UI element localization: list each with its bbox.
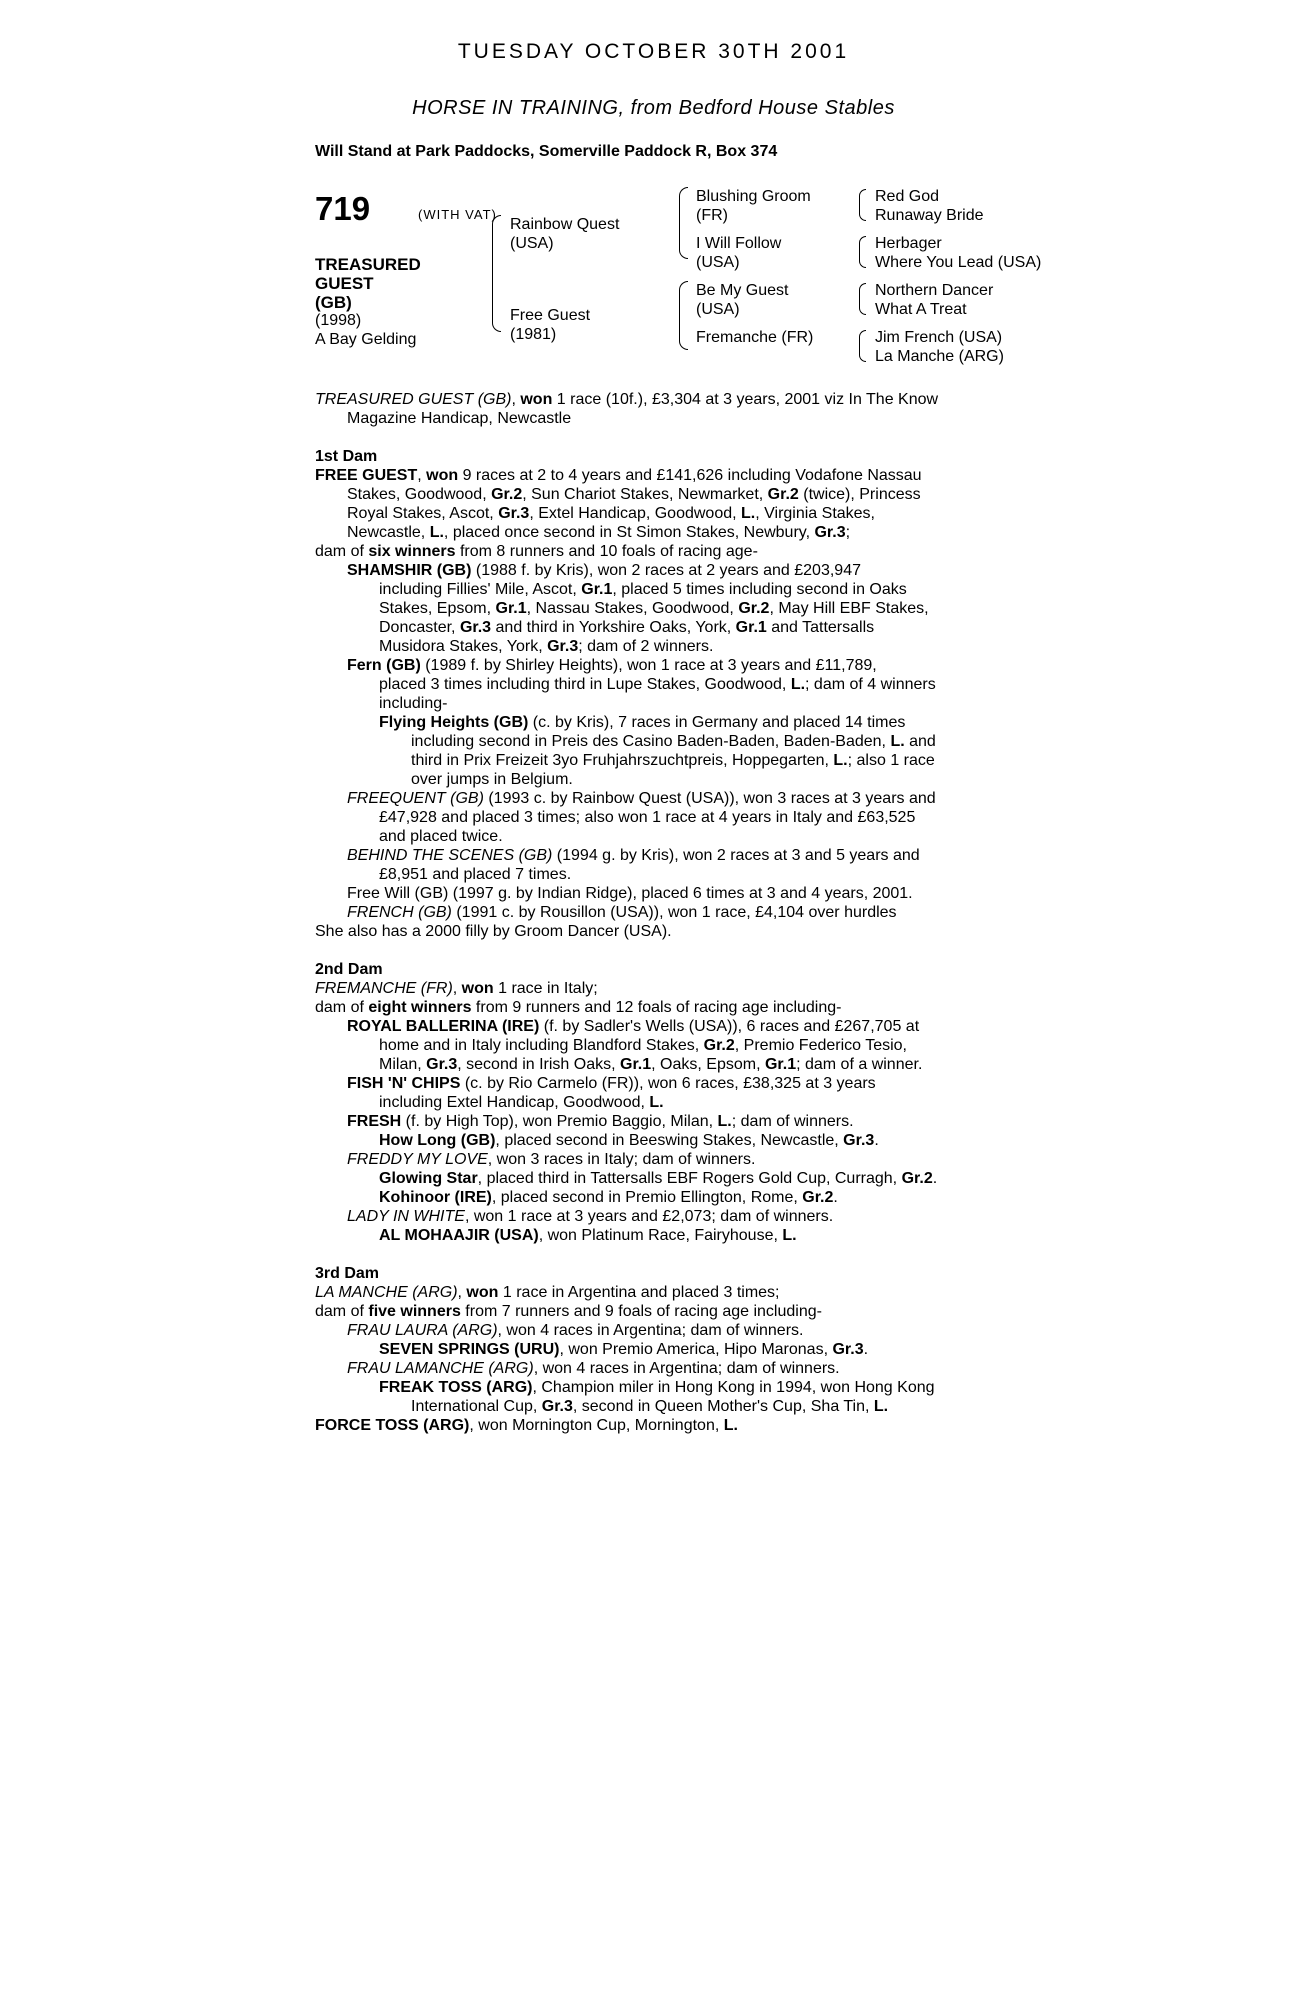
horse-subtitle: HORSE IN TRAINING, from Bedford House Stables: [412, 97, 895, 119]
pedigree-ss-parents: [875, 187, 984, 225]
produce-force-toss: FORCE TOSS (ARG), won Mornington Cup, Mornington, L.: [315, 1417, 738, 1434]
sire-name: Rainbow Quest: [510, 216, 620, 233]
produce-behind-the-scenes: BEHIND THE SCENES (GB) (1994 g. by Kris), won 2 races at 3 and 5 years and £8,951 and placed 7 times.: [347, 847, 920, 883]
produce-lady-in-white: LADY IN WHITE, won 1 race at 3 years and £2,073; dam of winners.: [347, 1208, 834, 1225]
second-dam-record: FREMANCHE (FR), won 1 race in Italy;: [315, 980, 598, 997]
pedigree-bracket-2a: [679, 187, 688, 259]
first-dam-record: FREE GUEST, won 9 races at 2 to 4 years and £141,626 including Vodafone Nassau Stakes, Goodwood, Gr.2, Sun Chariot Stakes, Newmarket, Gr.2 (twice), Princess Royal Stakes, Ascot, Gr.3, Extel Handicap, Goodwood, L., Virginia Stakes, Newcastle, L., placed once second in St Simon Stakes, Newbury, Gr.3;: [315, 467, 922, 541]
sds-name: Herbager: [875, 235, 942, 252]
horse-name-line3: (GB): [315, 293, 352, 312]
ss-name: Blushing Groom: [696, 188, 811, 205]
stand-location: Will Stand at Park Paddocks, Somerville Paddock R, Box 374: [315, 143, 778, 160]
ssd-name: Runaway Bride: [875, 207, 984, 224]
produce-freak-toss: FREAK TOSS (ARG), Champion miler in Hong Kong in 1994, won Hong Kong International Cup, Gr.3, second in Queen Mother's Cup, Sha Tin, L.: [379, 1379, 935, 1415]
third-dam-record: LA MANCHE (ARG), won 1 race in Argentina and placed 3 times;: [315, 1284, 780, 1301]
pedigree-sd: [696, 234, 781, 272]
third-dam-heading: 3rd Dam: [315, 1265, 380, 1282]
pedigree-dd: [696, 328, 813, 347]
produce-freequent: FREEQUENT (GB) (1993 c. by Rainbow Quest (USA)), won 3 races at 3 years and £47,928 and placed 3 times; also won 1 race at 4 years in Italy and £63,525 and placed twice.: [347, 790, 936, 845]
dss-name: Northern Dancer: [875, 282, 994, 299]
lot-number: 719: [315, 190, 371, 227]
second-dam-produce-summary: dam of eight winners from 9 runners and 12 foals of racing age including-: [315, 999, 842, 1016]
horse-description: A Bay Gelding: [315, 331, 417, 348]
produce-kohinoor: Kohinoor (IRE), placed second in Premio Ellington, Rome, Gr.2.: [379, 1189, 838, 1206]
produce-al-mohaajir: AL MOHAAJIR (USA), won Platinum Race, Fairyhouse, L.: [379, 1227, 797, 1244]
pedigree-bracket-1: [492, 215, 501, 332]
pedigree-sd-parents: [875, 234, 1041, 272]
horse-name-line1: TREASURED: [315, 255, 421, 274]
foaling-year: (1998): [315, 312, 362, 329]
produce-royal-ballerina: ROYAL BALLERINA (IRE) (f. by Sadler's Wells (USA)), 6 races and £267,705 at home and in Italy including Blandford Stakes, Gr.2, Premio Federico Tesio, Milan, Gr.3, second in Irish Oaks, Gr.1, Oaks, Epsom, Gr.1; dam of a winner.: [347, 1018, 923, 1073]
pedigree-ss: [696, 187, 811, 225]
produce-french: FRENCH (GB) (1991 c. by Rousillon (USA)), won 1 race, £4,104 over hurdles: [347, 904, 897, 921]
race-record: TREASURED GUEST (GB), won 1 race (10f.), £3,304 at 3 years, 2001 viz In The Know Magazine Handicap, Newcastle: [315, 391, 939, 427]
produce-seven-springs: SEVEN SPRINGS (URU), won Premio America, Hipo Maronas, Gr.3.: [379, 1341, 869, 1358]
second-dam-heading: 2nd Dam: [315, 961, 383, 978]
produce-fresh: FRESH (f. by High Top), won Premio Baggio, Milan, L.; dam of winners.: [347, 1113, 854, 1130]
pedigree-bracket-3d: [859, 330, 866, 362]
third-dam-produce-summary: dam of five winners from 7 runners and 9 foals of racing age including-: [315, 1303, 822, 1320]
pedigree-bracket-3c: [859, 283, 866, 315]
produce-flying-heights: Flying Heights (GB) (c. by Kris), 7 races in Germany and placed 14 times including second in Preis des Casino Baden-Baden, Baden-Baden, L. and third in Prix Freizeit 3yo Fruhjahrszuchtpreis, Hoppegarten, L.; also 1 race over jumps in Belgium.: [379, 714, 936, 788]
pedigree-ds: [696, 281, 788, 319]
pedigree-sire: [510, 215, 619, 253]
produce-frau-lamanche: FRAU LAMANCHE (ARG), won 4 races in Argentina; dam of winners.: [347, 1360, 840, 1377]
dd-name: Fremanche (FR): [696, 329, 814, 346]
produce-how-long: How Long (GB), placed second in Beeswing Stakes, Newcastle, Gr.3.: [379, 1132, 879, 1149]
dds-name: Jim French (USA): [875, 329, 1003, 346]
ds-name: Be My Guest: [696, 282, 789, 299]
catalogue-body: [315, 390, 1000, 1435]
pedigree-bracket-3a: [859, 189, 866, 221]
produce-free-will: Free Will (GB) (1997 g. by Indian Ridge), placed 6 times at 3 and 4 years, 2001.: [347, 885, 913, 902]
sdd-name: Where You Lead (USA): [875, 254, 1042, 271]
pedigree-bracket-3b: [859, 236, 866, 268]
pedigree-ds-parents: [875, 281, 993, 319]
produce-note: She also has a 2000 filly by Groom Dancer (USA).: [315, 923, 672, 940]
produce-glowing-star: Glowing Star, placed third in Tattersalls EBF Rogers Gold Cup, Curragh, Gr.2.: [379, 1170, 938, 1187]
first-dam-heading: 1st Dam: [315, 448, 378, 465]
horse-name: [315, 255, 421, 312]
ds-country: (USA): [696, 301, 740, 318]
dam-name: Free Guest: [510, 307, 591, 324]
pedigree-dd-parents: [875, 328, 1004, 366]
dsd-name: What A Treat: [875, 301, 967, 318]
horse-info: [315, 311, 416, 349]
ddd-name: La Manche (ARG): [875, 348, 1004, 365]
sd-name: I Will Follow: [696, 235, 782, 252]
sire-country: (USA): [510, 235, 554, 252]
horse-name-line2: GUEST: [315, 274, 374, 293]
pedigree-dam: [510, 306, 590, 344]
produce-shamshir: SHAMSHIR (GB) (1988 f. by Kris), won 2 races at 2 years and £203,947 including Fillies' Mile, Ascot, Gr.1, placed 5 times including second in Oaks Stakes, Epsom, Gr.1, Nassau Stakes, Goodwood, Gr.2, May Hill EBF Stakes, Doncaster, Gr.3 and third in Yorkshire Oaks, York, Gr.1 and Tattersalls Musidora Stakes, York, Gr.3; dam of 2 winners.: [347, 562, 929, 655]
sale-date: TUESDAY OCTOBER 30TH 2001: [457, 40, 850, 63]
produce-fish-n-chips: FISH 'N' CHIPS (c. by Rio Carmelo (FR)), won 6 races, £38,325 at 3 years including Extel Handicap, Goodwood, L.: [347, 1075, 876, 1111]
sd-country: (USA): [696, 254, 740, 271]
vat-note: (WITH VAT): [418, 207, 497, 222]
sss-name: Red God: [875, 188, 940, 205]
produce-frau-laura: FRAU LAURA (ARG), won 4 races in Argentina; dam of winners.: [347, 1322, 804, 1339]
pedigree-bracket-2b: [679, 281, 688, 350]
ss-country: (FR): [696, 207, 728, 224]
produce-freddy-my-love: FREDDY MY LOVE, won 3 races in Italy; dam of winners.: [347, 1151, 756, 1168]
produce-fern: Fern (GB) (1989 f. by Shirley Heights), won 1 race at 3 years and £11,789, placed 3 times including third in Lupe Stakes, Goodwood, L.; dam of 4 winners including-: [347, 657, 936, 712]
dam-year: (1981): [510, 326, 557, 343]
first-dam-produce-summary: dam of six winners from 8 runners and 10 foals of racing age-: [315, 543, 758, 560]
